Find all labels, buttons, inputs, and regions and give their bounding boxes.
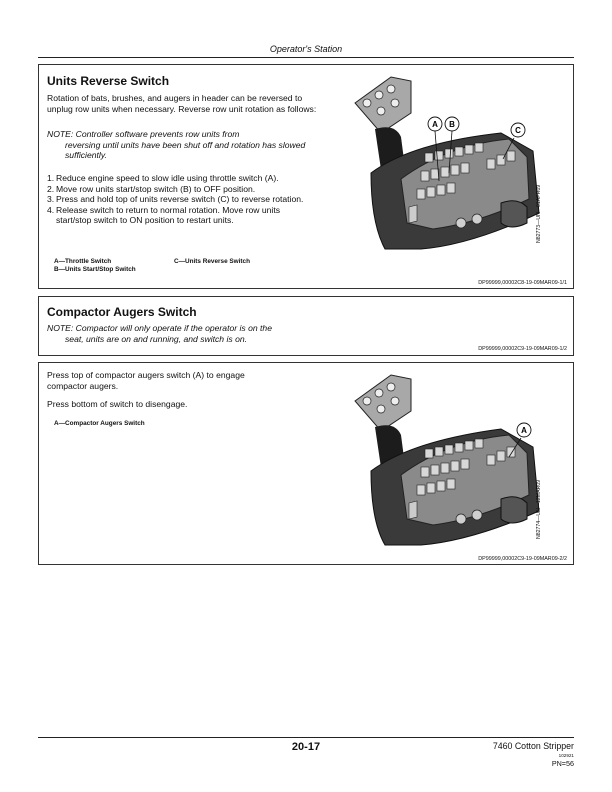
note <box>47 323 347 344</box>
page-number: 20-17 <box>291 741 321 753</box>
pn-code: PN=56 <box>551 759 574 768</box>
note-lead: NOTE: Compactor will only operate if the operator is on the <box>47 323 272 333</box>
list-item: 2. Move row units start/stop switch (B) to OFF position. <box>47 183 256 194</box>
list-item: 1. Reduce engine speed to slow idle using throttle switch (A). <box>47 173 279 183</box>
svg-text:A: A <box>521 426 527 435</box>
legend-c: C—Units Reverse Switch <box>174 258 251 265</box>
legend-b: B—Units Start/Stop Switch <box>54 266 136 273</box>
svg-text:B: B <box>449 120 455 129</box>
paragraph: Press top of compactor augers switch (A) to engage compactor augers. <box>47 370 245 391</box>
console-figure <box>351 73 543 251</box>
svg-text:A: A <box>432 120 438 129</box>
console-figure <box>351 371 543 547</box>
book-title: 7460 Cotton Stripper <box>492 741 574 751</box>
figure-id: N82774—UN—12MAR09 <box>536 479 542 539</box>
section-title: Units Reverse Switch <box>47 74 170 88</box>
page-header-title: Operator's Station <box>269 44 343 54</box>
list-item: 3. Press and hold top of units reverse switch (C) to reverse rotation. <box>47 194 304 205</box>
reference-code: DP99999,00002C8-19-09MAR09-1/1 <box>478 280 567 286</box>
list-item: 4. Release switch to return to normal rotation. Move row units start/stop switch to ON position to restart units. <box>47 204 281 226</box>
svg-text:C: C <box>515 126 521 135</box>
units-reverse-switch-section <box>38 64 574 289</box>
reference-code: DP99999,00002C9-19-09MAR09-2/2 <box>478 556 567 562</box>
header-rule <box>38 57 574 58</box>
legend-a: A—Compactor Augers Switch <box>54 420 145 427</box>
compactor-augers-switch-section <box>38 296 574 356</box>
paragraph: Press bottom of switch to disengage. <box>47 399 188 409</box>
note-rest: seat, units are on and running, and switch is on. <box>65 333 248 344</box>
footer-rule <box>38 737 574 738</box>
figure-id: N82773—UN—01APR09 <box>536 184 542 243</box>
section-title: Compactor Augers Switch <box>47 305 197 319</box>
compactor-augers-instructions-section <box>38 362 574 565</box>
legend-a: A—Throttle Switch <box>54 258 112 265</box>
reference-code: DP99999,00002C9-19-09MAR09-1/2 <box>478 346 567 352</box>
note-lead: NOTE: Controller software prevents row units from <box>47 129 240 139</box>
revision-date: 102921 <box>558 753 574 758</box>
steps-list <box>47 173 305 226</box>
intro-paragraph: Rotation of bats, brushes, and augers in header can be reversed to unplug row units when necessary. Reverse row unit rotation as follows: <box>47 93 317 114</box>
note-rest: reversing until units have been shut off and rotation has slowed sufficiently. <box>65 139 306 161</box>
note <box>47 129 317 161</box>
